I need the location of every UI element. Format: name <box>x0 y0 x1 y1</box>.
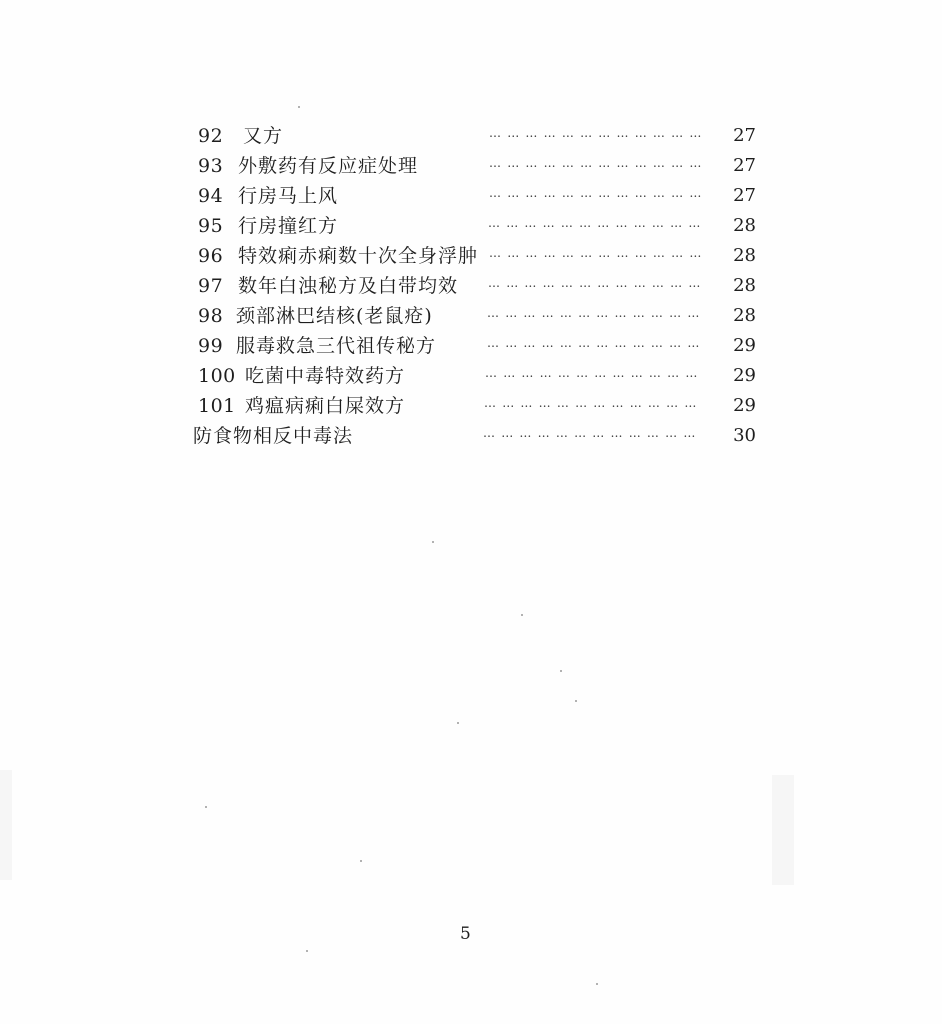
scan-speck <box>360 860 362 862</box>
toc-entry-number: 93 <box>198 155 224 177</box>
toc-entry-page: 28 <box>733 305 756 326</box>
toc-entry-title: 数年白浊秘方及白带均效 <box>238 275 459 297</box>
table-of-contents <box>193 121 763 451</box>
toc-entry <box>193 241 763 271</box>
toc-leader: … … … … … … … … … … … … <box>484 396 698 410</box>
toc-leader: … … … … … … … … … … … … <box>487 306 701 320</box>
scan-speck <box>457 722 459 724</box>
toc-entry-number: 100 <box>198 365 236 387</box>
toc-entry-page: 29 <box>733 395 756 416</box>
toc-entry-title: 服毒救急三代祖传秘方 <box>236 335 437 357</box>
scan-speck <box>298 106 300 108</box>
toc-entry-title: 特效痢赤痢数十次全身浮肿 <box>238 245 479 267</box>
scan-speck <box>560 670 562 672</box>
toc-entry <box>193 301 763 331</box>
toc-entry <box>193 331 763 361</box>
scan-speck <box>575 700 577 702</box>
toc-entry <box>193 271 763 301</box>
scan-speck <box>432 541 434 543</box>
toc-entry <box>193 211 763 241</box>
toc-leader: … … … … … … … … … … … … <box>488 276 702 290</box>
toc-entry-page: 29 <box>733 335 756 356</box>
toc-entry <box>193 151 763 181</box>
scan-speck <box>596 983 598 985</box>
toc-leader: … … … … … … … … … … … … <box>488 216 702 230</box>
toc-leader: … … … … … … … … … … … … <box>489 246 703 260</box>
toc-leader: … … … … … … … … … … … … <box>485 366 699 380</box>
toc-entry-page: 29 <box>733 365 756 386</box>
scan-speck <box>205 806 207 808</box>
toc-entry-page: 27 <box>733 125 756 146</box>
toc-entry <box>193 391 763 421</box>
toc-entry-title: 外敷药有反应症处理 <box>238 155 419 177</box>
scan-speck <box>521 614 523 616</box>
toc-leader: … … … … … … … … … … … … <box>487 336 701 350</box>
toc-entry <box>193 121 763 151</box>
toc-entry-title: 鸡瘟病痢白屎效方 <box>245 395 406 417</box>
toc-entry-page: 28 <box>733 275 756 296</box>
scan-shadow <box>0 770 12 880</box>
toc-leader: … … … … … … … … … … … … <box>489 126 703 140</box>
toc-entry-title: 又方 <box>243 125 284 147</box>
toc-leader: … … … … … … … … … … … … <box>483 426 697 440</box>
toc-entry-title: 行房撞红方 <box>238 215 339 237</box>
toc-entry-number: 98 <box>198 305 224 327</box>
toc-entry-page: 27 <box>733 185 756 206</box>
toc-entry-title: 防食物相反中毒法 <box>193 425 354 447</box>
toc-leader: … … … … … … … … … … … … <box>489 156 703 170</box>
toc-entry-number: 95 <box>198 215 224 237</box>
scan-shadow <box>772 775 794 885</box>
toc-entry-page: 27 <box>733 155 756 176</box>
toc-entry-page: 28 <box>733 215 756 236</box>
toc-entry-title: 颈部淋巴结核(老鼠疮) <box>236 305 433 327</box>
toc-entry-page: 30 <box>733 425 756 446</box>
toc-entry <box>193 181 763 211</box>
toc-entry-number: 97 <box>198 275 224 297</box>
scan-speck <box>306 950 308 952</box>
toc-entry-number: 99 <box>198 335 224 357</box>
toc-entry-number: 92 <box>198 125 224 147</box>
toc-entry <box>193 361 763 391</box>
toc-entry-title: 行房马上风 <box>238 185 339 207</box>
toc-entry-number: 96 <box>198 245 224 267</box>
toc-entry <box>193 421 763 451</box>
toc-entry-page: 28 <box>733 245 756 266</box>
toc-leader: … … … … … … … … … … … … <box>489 186 703 200</box>
page-number: 5 <box>460 924 471 944</box>
toc-entry-number: 94 <box>198 185 224 207</box>
toc-entry-number: 101 <box>198 395 236 417</box>
toc-entry-title: 吃菌中毒特效药方 <box>245 365 406 387</box>
